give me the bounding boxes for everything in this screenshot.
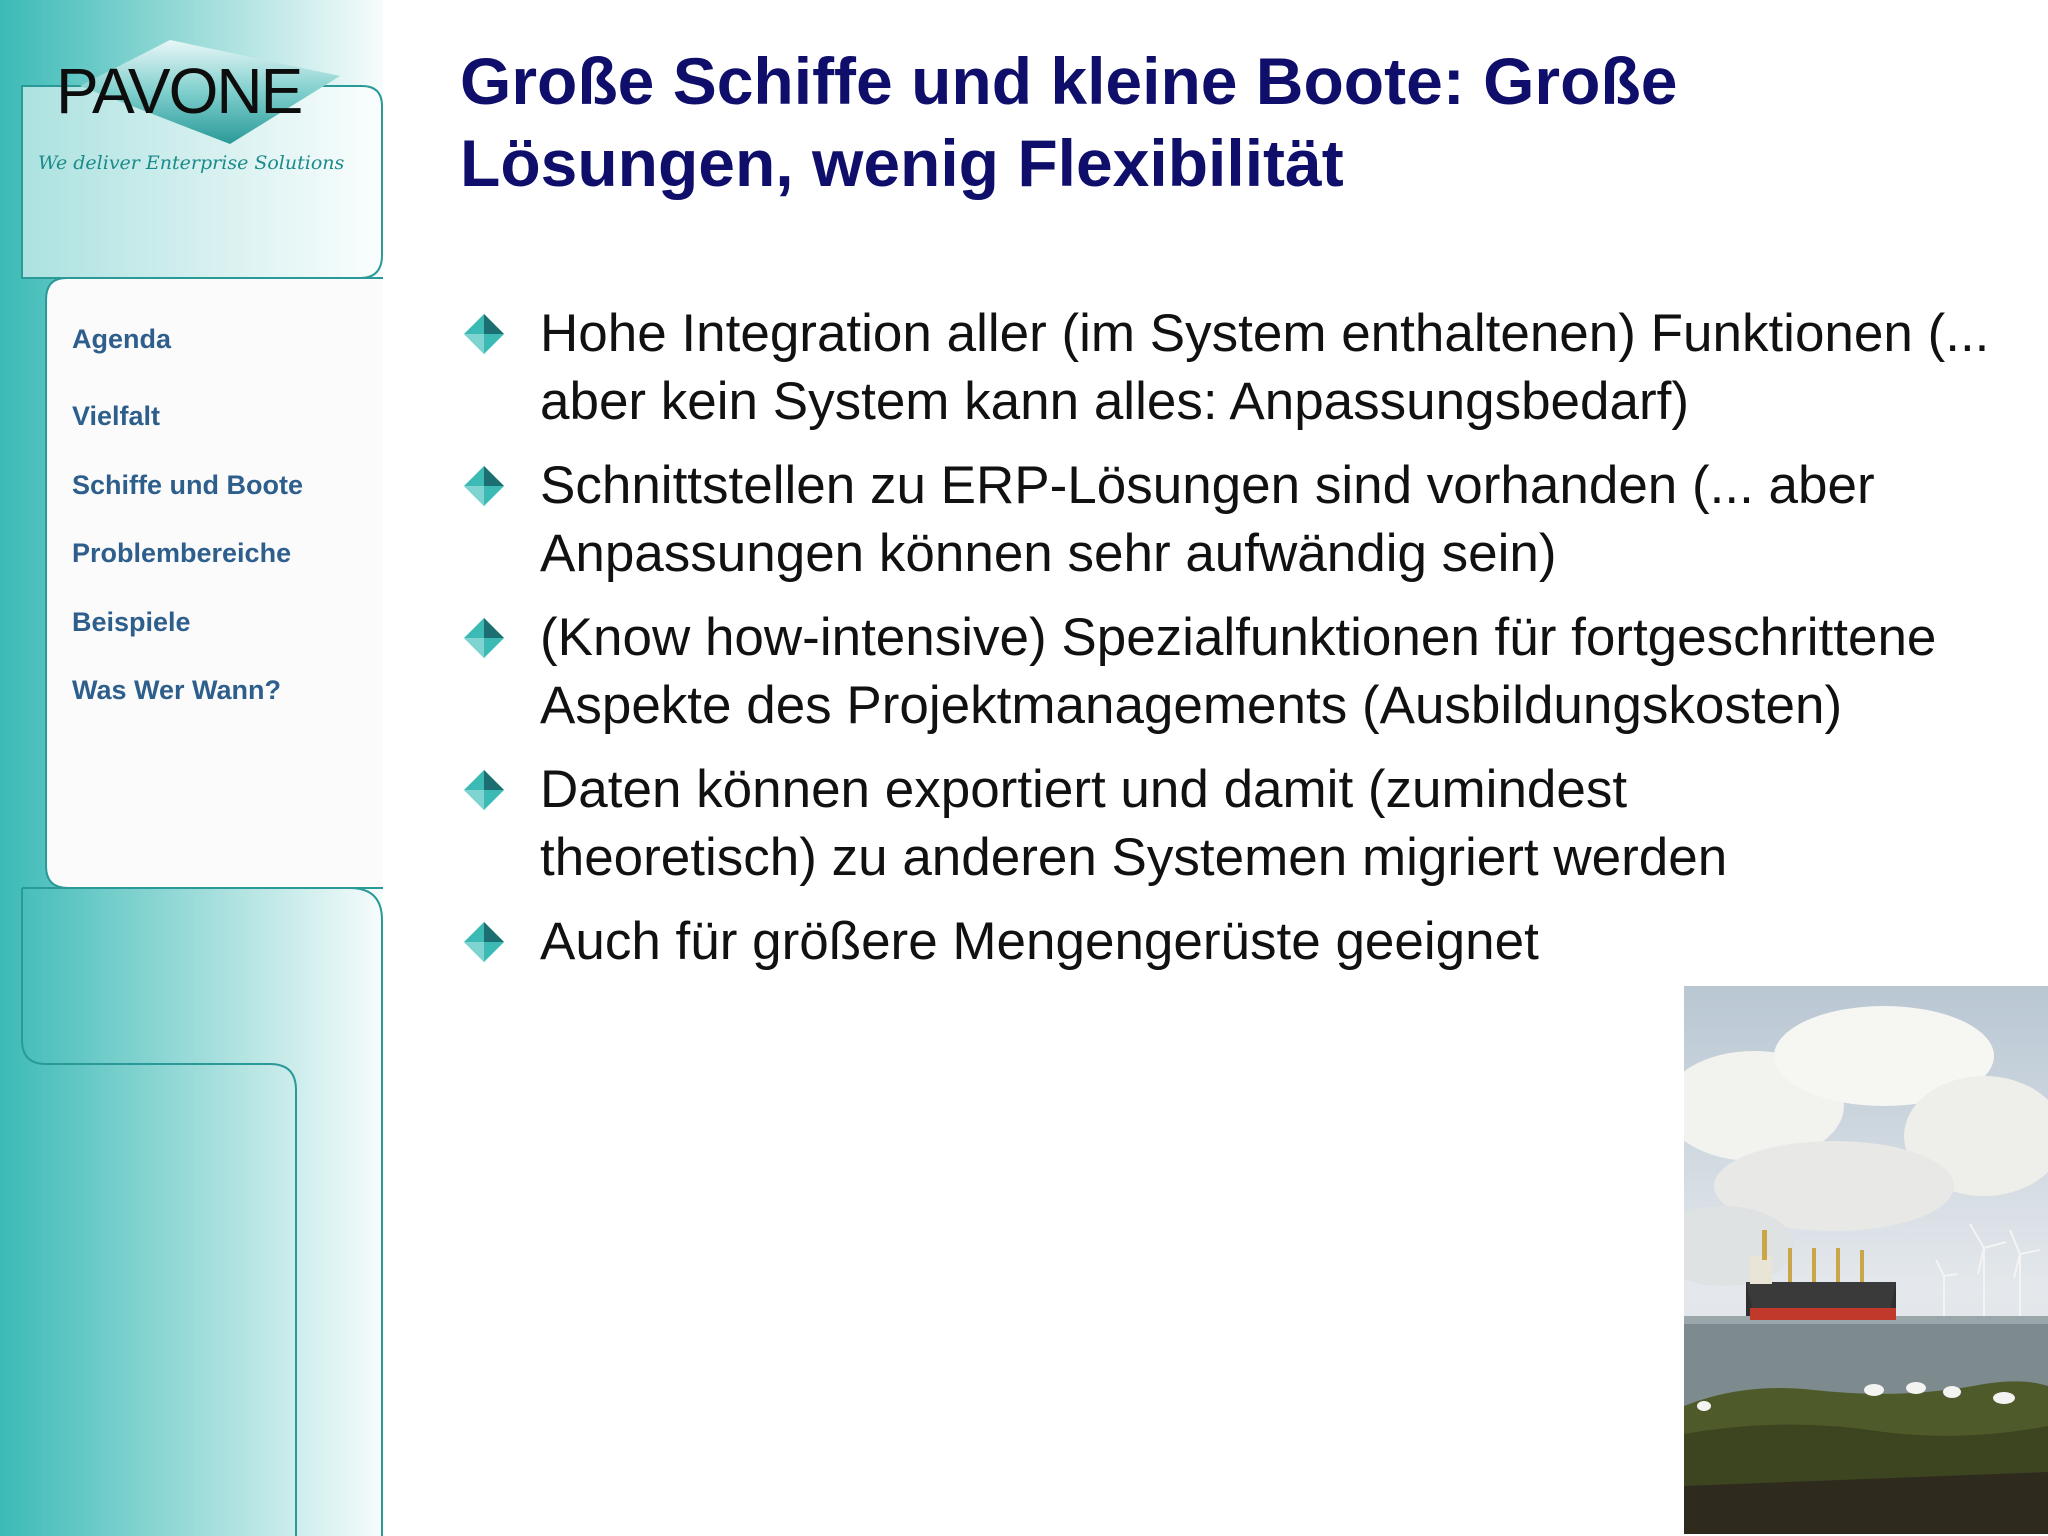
ship-harbor-photo — [1684, 986, 2048, 1534]
bullet-text: Daten können exportiert und damit (zumindest theoretisch) zu anderen Systemen migriert werden — [540, 760, 1728, 887]
sidebar-item-vielfalt[interactable]: Vielfalt — [72, 401, 161, 431]
diamond-bullet-icon — [462, 464, 506, 508]
diamond-bullet-icon — [462, 312, 506, 356]
slide-title — [460, 40, 2020, 204]
sidebar-item-problembereiche[interactable]: Problembereiche — [72, 538, 292, 568]
diamond-bullet-icon — [462, 616, 506, 660]
bullet-list — [460, 300, 2000, 992]
logo-wordmark: PAVONE — [56, 55, 302, 127]
sidebar-item-schiffe-und-boote[interactable]: Schiffe und Boote — [72, 470, 303, 500]
diamond-bullet-icon — [462, 768, 506, 812]
sidebar-item-beispiele[interactable]: Beispiele — [72, 607, 191, 637]
title-line-1: Große Schiffe und kleine Boote: Große — [460, 44, 1678, 118]
bullet-text: Hohe Integration aller (im System enthaltenen) Funktionen (... aber kein System kann alles: Anpassungsbedarf) — [540, 304, 1990, 431]
bullet-item — [460, 756, 2000, 892]
bullet-text: (Know how-intensive) Spezialfunktionen für fortgeschrittene Aspekte des Projektmanagements (Ausbildungskosten) — [540, 608, 1937, 735]
bullet-item — [460, 452, 2000, 588]
pavone-logo — [20, 28, 360, 198]
diamond-bullet-icon — [462, 920, 506, 964]
sidebar-item-was-wer-wann[interactable]: Was Wer Wann? — [72, 675, 282, 705]
title-line-2: Lösungen, wenig Flexibilität — [460, 126, 1344, 200]
sidebar-item-agenda[interactable]: Agenda — [72, 324, 172, 354]
bullet-item — [460, 300, 2000, 436]
bullet-item — [460, 604, 2000, 740]
logo-tagline: We deliver Enterprise Solutions — [38, 152, 345, 174]
bullet-text: Auch für größere Mengengerüste geeignet — [540, 912, 1539, 971]
sidebar-background — [0, 0, 400, 1536]
bullet-item — [460, 908, 2000, 976]
bullet-text: Schnittstellen zu ERP-Lösungen sind vorhanden (... aber Anpassungen können sehr aufwändig sein) — [540, 456, 1875, 583]
